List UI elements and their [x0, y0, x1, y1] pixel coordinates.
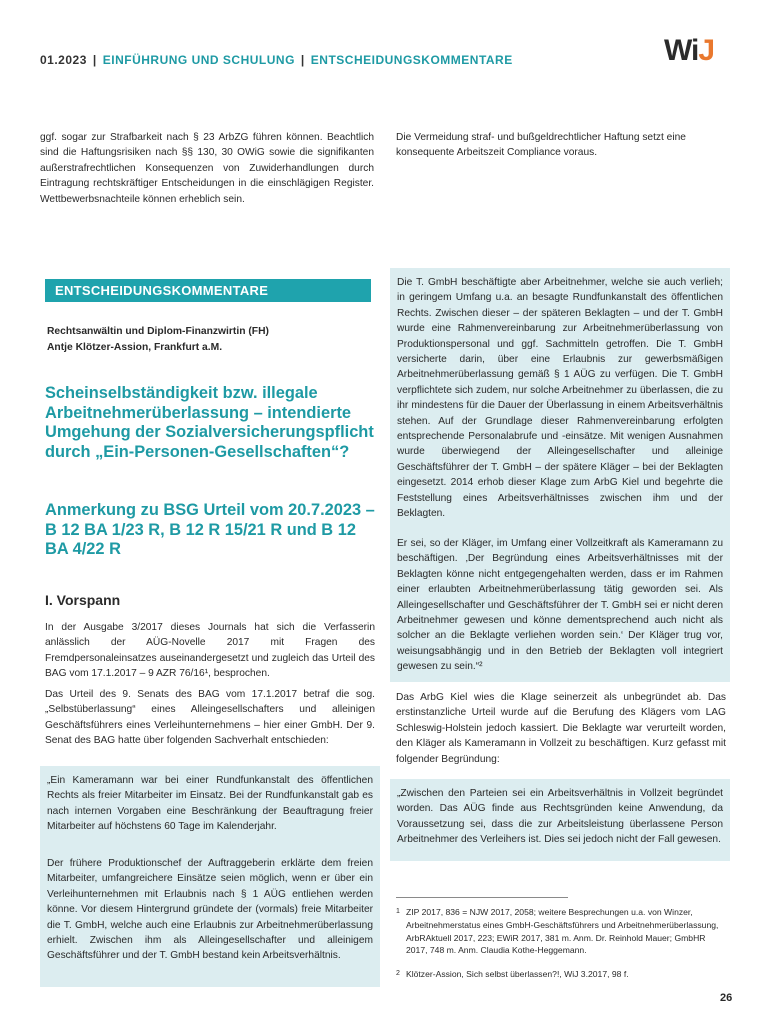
footnote-number: 1	[396, 908, 400, 915]
footnote	[396, 906, 726, 957]
footnote-text: Klötzer-Assion, Sich selbst überlassen?!, WiJ 3.2017, 98 f.	[406, 969, 629, 979]
header-section-2: ENTSCHEIDUNGSKOMMENTARE	[310, 53, 513, 67]
article-title: Scheinselbständigkeit bzw. illegale Arbeitnehmerüberlassung – intendierte Umgehung der Sozialversicherungspflicht durch „Ein-Personen-Gesellschaften“?	[45, 384, 374, 461]
top-left-paragraph: ggf. sogar zur Strafbarkeit nach § 23 ArbZG führen können. Beachtlich sind die Haftungsrisiken nach §§ 130, 30 OWiG sowie die signifikanten außerstrafrechtlichen Konsequenzen von Zuwiderhandlungen durch Eintragung rechtskräftiger Entscheidungen in die einschlägigen Register. Wettbewerbsnachteile können erheblich sein.	[40, 132, 374, 205]
logo-part-wi: Wi	[664, 34, 699, 67]
article-subtitle: Anmerkung zu BSG Urteil vom 20.7.2023 – B 12 BA 1/23 R, B 12 R 15/21 R und B 12 BA 4/22 R	[45, 501, 375, 559]
wij-logo	[664, 36, 714, 66]
quote-paragraph-3: Die T. GmbH beschäftigte aber Arbeitnehmer, welche sie auch verlieh; in geringem Umfang u.a. an besagte Rundfunkanstalt des öffentlichen Rechts. Zwischen dieser – der späteren Beklagten – und der T. GmbH wurde eine Rahmenvereinbarung zur Arbeitnehmerüberlassung von Produktionspersonal und ggf. Sachmitteln getroffen. Die T. GmbH versicherte darin, über eine Erlaubnis zur gewerbsmäßigen Arbeitnehmerüberlassung gemäß § 1 AÜG zu verfügen. Die T. GmbH verpflichtete sich zudem, nur solche Arbeitnehmer zu überlassen, die zu ihr mindestens für die Dauer der Überlassung in einem Arbeitsverhältnis stehen. Auf der Grundlage dieser Rahmenvereinbarung erfolgten entsprechende Personalabrufe und -einsätze. Mit wenigen Ausnahmen wurde überwiegend der Alleingesellschafter und alleinige Geschäftsführer der T. GmbH – der spätere Kläger – bei der Beklagten eingesetzt. 2014 erhob dieser Klage zum ArbG Kiel und begehrte die Feststellung eines Arbeitsverhältnisses zwischen ihm und der Beklagten.	[397, 277, 723, 520]
vorspann-paragraph-1: In der Ausgabe 3/2017 dieses Journals hat sich die Verfasserin anlässlich der AÜG-Novelle 2017 mit Fragen des Fremdpersonaleinsatzes auseinandergesetzt und zugleich das Urteil des BAG vom 17.1.2017 – 9 AZR 76/16¹, besprochen.	[45, 622, 375, 680]
header-separator: |	[300, 53, 305, 67]
page-header	[40, 53, 513, 67]
author-name: Antje Klötzer-Assion, Frankfurt a.M.	[47, 341, 223, 353]
section-heading: I. Vorspann	[45, 592, 121, 608]
top-right-paragraph: Die Vermeidung straf- und bußgeldrechtlicher Haftung setzt eine konsequente Arbeitszeit Compliance voraus.	[396, 132, 686, 159]
footnote-divider	[396, 897, 568, 898]
author-block	[47, 324, 367, 355]
header-section-1: EINFÜHRUNG UND SCHULUNG	[102, 53, 295, 67]
footnote-text: ZIP 2017, 836 = NJW 2017, 2058; weitere Besprechungen u.a. von Winzer, Arbeitnehmerstatus eines GmbH-Geschäftsführers und Arbeitnehmerüberlassung, ArbRAktuell 2017, 223; EWiR 2017, 381 m. Anm. Dr. Reinhold Mauer; GmbHR 2017, 748 m. Anm. Claudia Kothe-Heggemann.	[406, 907, 719, 956]
body-paragraph-arbg: Das ArbG Kiel wies die Klage seinerzeit als unbegründet ab. Das erstinstanzliche Urteil wurde auf die Berufung des Klägers vom LAG Schleswig-Holstein jedoch kassiert. Die Beklagte war verurteilt worden, den Kläger als Kameramann in Vollzeit zu beschäftigen. Kurz gefasst mit folgender Begründung:	[396, 692, 726, 765]
section-tag: ENTSCHEIDUNGSKOMMENTARE	[45, 279, 371, 302]
left-quote-box	[40, 766, 380, 987]
page-number: 26	[720, 992, 733, 1004]
quote-paragraph-5: „Zwischen den Parteien sei ein Arbeitsverhältnis in Vollzeit begründet worden. Das AÜG finde aus Rechtsgründen keine Anwendung, da Voraussetzung sei, dass die zur Arbeitsleistung überlassene Person Arbeitnehmer des Verleihers ist. Dies sei jedoch nicht der Fall gewesen.	[397, 788, 723, 846]
logo-part-j: J	[698, 34, 715, 67]
right-quote-box	[390, 268, 730, 682]
right-quote-box-2	[390, 779, 730, 861]
issue-date: 01.2023	[40, 53, 87, 67]
quote-paragraph-4: Er sei, so der Kläger, im Umfang einer Vollzeitkraft als Kameramann zu beschäftigen. ‚Der Begründung eines Arbeitsverhältnisses mit der Beklagten könne nicht entgegengehalten werden, dass er im Rahmen einer erlaubten Arbeitnehmerüberlassung tätig geworden sei. Als Alleingesellschafter und Geschäftsführer der T. GmbH sei er nicht deren Arbeitnehmer gewesen und könne dementsprechend auch nicht als solcher an die Beklagte verliehen worden sein.‘ Der Kläger trug vor, weisungsabhängig und in den Betrieb der Beklagten voll integriert gewesen zu sein.“²	[397, 538, 723, 673]
vorspann-paragraph-2: Das Urteil des 9. Senats des BAG vom 17.1.2017 betraf die sog. „Selbstüberlassung“ eines Alleingesellschafters und alleinigen Geschäftsführers eines Verleihunternehmens – hier einer GmbH. Der 9. Senat des BAG hatte über folgenden Sachverhalt entschieden:	[45, 689, 375, 747]
quote-paragraph-1: „Ein Kameramann war bei einer Rundfunkanstalt des öffentlichen Rechts als freier Mitarbeiter im Einsatz. Bei der Rundfunkanstalt gab es nach internen Vorgaben eine Beschränkung der Beauftragung freier Mitarbeiter auf höchstens 60 Tage im Kalenderjahr.	[47, 775, 373, 833]
quote-paragraph-2: Der frühere Produktionschef der Auftraggeberin erklärte dem freien Mitarbeiter, umfangreichere Einsätze seien möglich, wenn er über ein Verleihunternehmen mit Erlaubnis nach § 1 AÜG entliehen werden könne. Vor diesem Hintergrund gründete der (vormals) freie Mitarbeiter die T. GmbH, welche auch eine Erlaubnis zur Arbeitnehmerüberlassung erhielt. Zwischen ihm als Alleingesellschafter und alleinigem Geschäftsführer und der T. GmbH bestand kein Arbeitsverhältnis.	[47, 858, 373, 962]
footnote-number: 2	[396, 970, 400, 977]
footnote	[396, 968, 726, 981]
author-title: Rechtsanwältin und Diplom-Finanzwirtin (FH)	[47, 326, 269, 337]
header-separator: |	[92, 53, 97, 67]
